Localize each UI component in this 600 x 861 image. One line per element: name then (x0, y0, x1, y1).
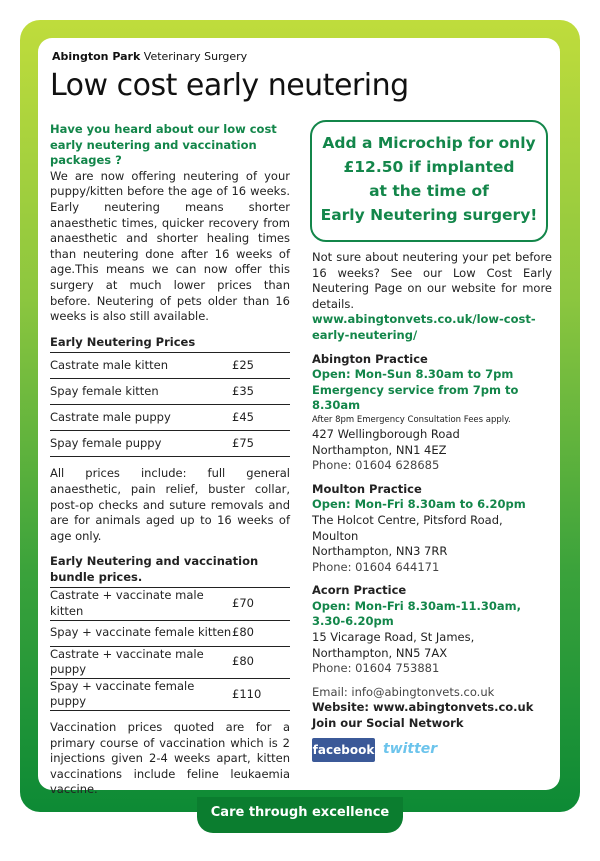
bundle-item: Castrate + vaccinate male puppy (50, 646, 232, 678)
abington-address-1: 427 Wellingborough Road (312, 426, 460, 441)
bundle-item: Castrate + vaccinate male kitten (50, 588, 232, 620)
price-item: Spay female puppy (50, 431, 232, 457)
moulton-phone: Phone: 01604 644171 (312, 559, 440, 574)
acorn-open-hours-1: Open: Mon-Fri 8.30am-11.30am, (312, 598, 522, 613)
moulton-open-hours: Open: Mon-Fri 8.30am to 6.20pm (312, 497, 526, 512)
practice-name (52, 50, 247, 63)
neutering-link[interactable]: www.abingtonvets.co.uk/low-cost-early-neutering/ (312, 312, 536, 342)
right-column (312, 250, 552, 762)
moulton-address-1: The Holcot Centre, Pitsford Road, Moulton (312, 512, 503, 543)
social-icons (312, 738, 552, 762)
acorn-address-1: 15 Vicarage Road, St James, (312, 630, 475, 645)
microchip-offer-box (310, 120, 548, 242)
price-value: £45 (232, 405, 290, 431)
price-value: £25 (232, 353, 290, 379)
footer-tagline: Care through excellence 24/7 (197, 797, 403, 833)
abington-emergency: Emergency service from 7pm to 8.30am (312, 382, 519, 413)
social-network-label: Join our Social Network (312, 716, 464, 731)
contact-email[interactable]: Email: info@abingtonvets.co.uk (312, 684, 495, 699)
table-row (50, 431, 290, 457)
page-title: Low cost early neutering (50, 68, 409, 103)
price-value: £75 (232, 431, 290, 457)
microchip-line-3: at the time of (369, 182, 489, 200)
bundle-table (50, 588, 290, 711)
abington-practice-name: Abington Practice (312, 351, 428, 366)
intro-body: We are now offering neutering of your puppy/kitten before the age of 16 weeks. Early neutering means shorter anaesthetic times, quicker recovery from anaesthetic and shorter healing times than neutering done after 16 weeks of age.This means we can now offer this surgery at much lower prices than before. Neutering of pets older than 16 weeks is also still available. (50, 168, 290, 324)
prices-table (50, 353, 290, 457)
moulton-address-2: Northampton, NN3 7RR (312, 544, 448, 559)
intro-question: Have you heard about our low cost early neutering and vaccination packages ? (50, 122, 277, 168)
bundle-price: £80 (232, 646, 290, 678)
prices-title: Early Neutering Prices (50, 335, 290, 354)
practice-suffix: Veterinary Surgery (143, 50, 248, 63)
contact-website[interactable]: Website: www.abingtonvets.co.uk (312, 700, 534, 715)
bundle-title: Early Neutering and vaccination bundle prices. (50, 554, 290, 588)
abington-phone: Phone: 01604 628685 (312, 458, 440, 473)
table-row (50, 588, 290, 620)
table-row (50, 405, 290, 431)
not-sure-text: Not sure about neutering your pet before 16 weeks? See our Low Cost Early Neutering Page on our website for more details. (312, 250, 552, 311)
left-column (50, 122, 290, 798)
table-row (50, 620, 290, 646)
acorn-phone: Phone: 01604 753881 (312, 661, 440, 676)
abington-open-hours: Open: Mon-Sun 8.30am to 7pm (312, 367, 514, 382)
vaccination-note: Vaccination prices quoted are for a primary course of vaccination which is 2 injections given 2-4 weeks apart, kitten vaccinations include feline leukaemia vaccine. (50, 720, 290, 797)
bundle-item: Spay + vaccinate female kitten (50, 620, 232, 646)
bundle-price: £70 (232, 588, 290, 620)
abington-address-2: Northampton, NN1 4EZ (312, 442, 447, 457)
table-row (50, 379, 290, 405)
microchip-line-2: £12.50 if implanted (343, 158, 515, 176)
bundle-item: Spay + vaccinate female puppy (50, 678, 232, 710)
price-item: Spay female kitten (50, 379, 232, 405)
acorn-open-hours-2: 3.30-6.20pm (312, 614, 394, 629)
table-row (50, 353, 290, 379)
table-row (50, 678, 290, 710)
bundle-price: £80 (232, 620, 290, 646)
microchip-line-1: Add a Microchip for only (322, 134, 536, 152)
price-value: £35 (232, 379, 290, 405)
practice-name-bold: Abington Park (52, 50, 141, 63)
table-row (50, 646, 290, 678)
acorn-address-2: Northampton, NN5 7AX (312, 645, 448, 660)
bundle-price: £110 (232, 678, 290, 710)
twitter-icon[interactable]: twitter (383, 741, 438, 758)
price-item: Castrate male puppy (50, 405, 232, 431)
facebook-icon[interactable]: facebook (312, 738, 375, 762)
price-item: Castrate male kitten (50, 353, 232, 379)
moulton-practice-name: Moulton Practice (312, 481, 422, 496)
includes-text: All prices include: full general anaesthetic, pain relief, buster collar, post-op checks and suture removals and are for animals aged up to 16 weeks of age only. (50, 466, 290, 543)
emergency-fees-note: After 8pm Emergency Consultation Fees apply. (312, 414, 511, 425)
microchip-line-4: Early Neutering surgery! (320, 206, 538, 224)
acorn-practice-name: Acorn Practice (312, 583, 407, 598)
